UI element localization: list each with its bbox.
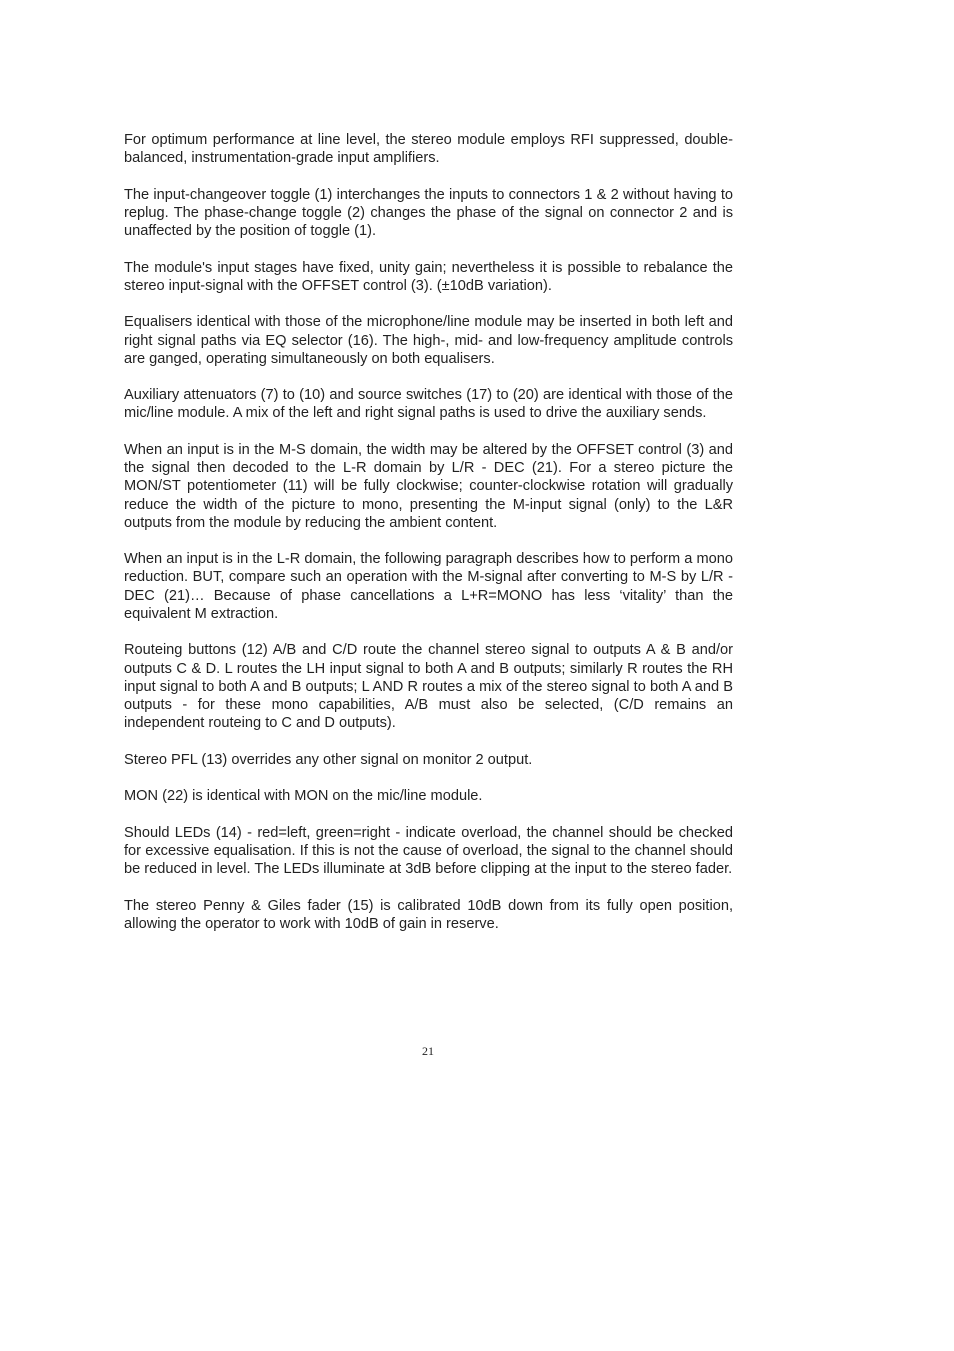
paragraph-routeing: Routeing buttons (12) A/B and C/D route the channel stereo signal to outputs A & B and/or outputs C & D. L routes the LH input signal to both A and B outputs; similarly R routes the RH input signal to both A and B outputs; L AND R routes a mix of the stereo signal to both A and B outputs - for these mono capabilities, A/B must also be selected, (C/D remains an independent routeing to C and D outputs). bbox=[124, 642, 733, 732]
paragraph-input-changeover: The input-changeover toggle (1) interchanges the inputs to connectors 1 & 2 without having to replug. The phase-change toggle (2) changes the phase of the signal on connector 2 and is unaffected by the position of toggle (1). bbox=[124, 186, 733, 240]
paragraph-mon: MON (22) is identical with MON on the mic/line module. bbox=[124, 788, 483, 805]
paragraph-lr-domain: When an input is in the L-R domain, the following paragraph describes how to perform a mono reduction. BUT, compare such an operation with the M-signal after converting to M-S by L/R - DEC (21)… Because of phase cancellations a L+R=MONO has less ‘vitality’ than the equivalent M extraction. bbox=[124, 551, 733, 622]
paragraph-stereo-pfl: Stereo PFL (13) overrides any other signal on monitor 2 output. bbox=[124, 751, 533, 768]
paragraph-input-amplifiers: For optimum performance at line level, the stereo module employs RFI suppressed, double-balanced, instrumentation-grade input amplifiers. bbox=[124, 132, 733, 167]
paragraph-equalisers: Equalisers identical with those of the microphone/line module may be inserted in both left and right signal paths via EQ selector (16). The high-, mid- and low-frequency amplitude controls are ganged, operating simultaneously on both equalisers. bbox=[124, 314, 733, 367]
page-number: 21 bbox=[422, 1044, 434, 1058]
paragraph-auxiliary: Auxiliary attenuators (7) to (10) and source switches (17) to (20) are identical with those of the mic/line module. A mix of the left and right signal paths is used to drive the auxiliary sends. bbox=[124, 387, 733, 422]
paragraph-leds: Should LEDs (14) - red=left, green=right - indicate overload, the channel should be checked for excessive equalisation. If this is not the cause of overload, the signal to the channel should be reduced in level. The LEDs illuminate at 3dB before clipping at the input to the stereo fader. bbox=[124, 824, 733, 878]
document-body bbox=[124, 131, 733, 951]
paragraph-input-stages: The module's input stages have fixed, unity gain; nevertheless it is possible to rebalance the stereo input-signal with the OFFSET control (3). (±10dB variation). bbox=[124, 259, 733, 294]
paragraph-fader: The stereo Penny & Giles fader (15) is calibrated 10dB down from its fully open position, allowing the operator to work with 10dB of gain in reserve. bbox=[124, 897, 733, 932]
paragraph-ms-domain: When an input is in the M-S domain, the width may be altered by the OFFSET control (3) and the signal then decoded to the L-R domain by L/R - DEC (21). For a stereo picture the MON/ST potentiometer (11) will be fully clockwise; counter-clockwise rotation will gradually reduce the width of the picture to mono, presenting the M-input signal (only) to the L&R outputs from the module by reducing the ambient content. bbox=[124, 441, 733, 531]
